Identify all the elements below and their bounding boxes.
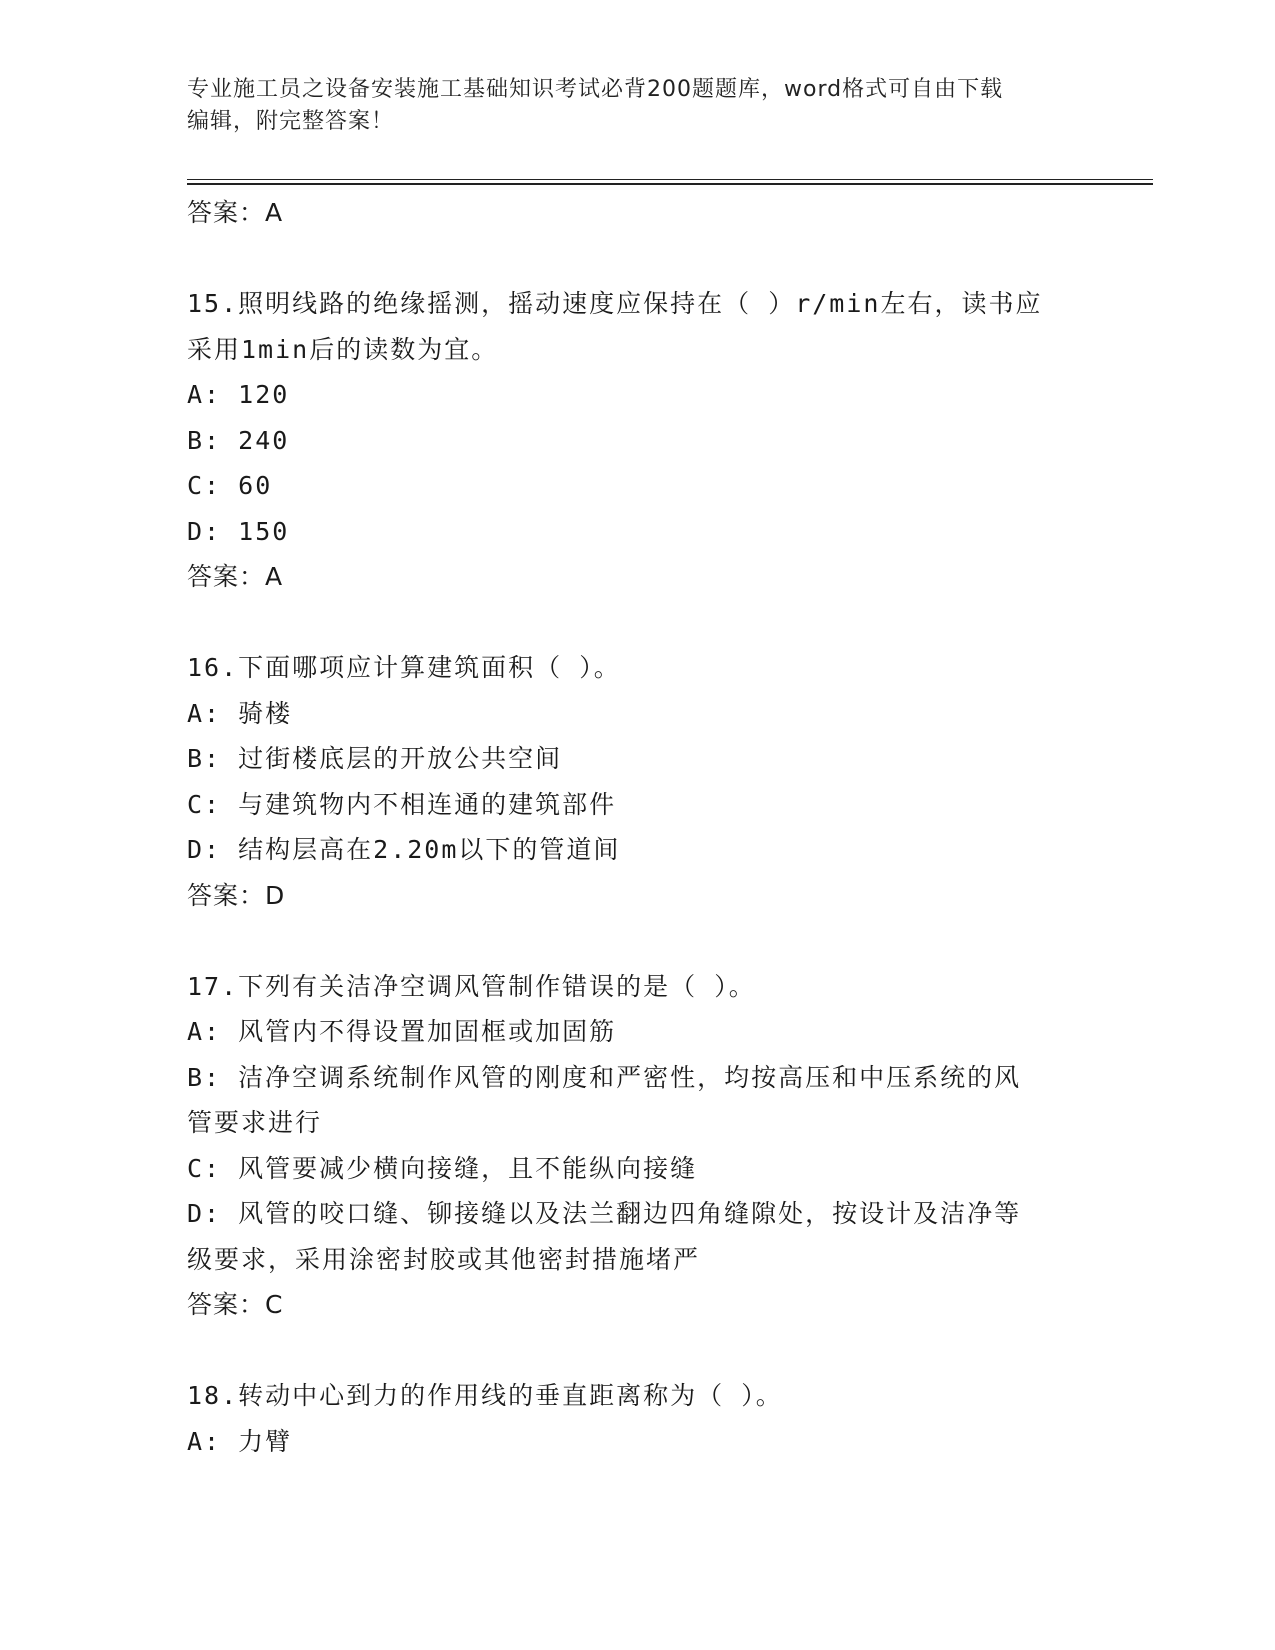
header-divider-thin xyxy=(187,179,1153,180)
spacer xyxy=(187,236,1087,282)
spacer xyxy=(187,918,1087,964)
question-17 xyxy=(187,964,1087,1328)
question-16 xyxy=(187,645,1087,918)
document-header xyxy=(187,74,1067,138)
option-d-continued: 级要求，采用涂密封胶或其他密封措施堵严 xyxy=(187,1244,701,1274)
question-15 xyxy=(187,281,1087,600)
option-d: D: 150 xyxy=(187,516,290,546)
option-b-continued: 管要求进行 xyxy=(187,1108,323,1137)
option-c: C: 60 xyxy=(187,471,273,500)
spacer xyxy=(187,600,1087,646)
option-b: B: 240 xyxy=(187,425,290,455)
question-stem: 15.照明线路的绝缘摇测，摇动速度应保持在（ ）r/min左右，读书应 xyxy=(187,289,1043,318)
question-stem: 16.下面哪项应计算建筑面积（ ）。 xyxy=(187,653,621,682)
answer-line: 答案：A xyxy=(187,562,284,591)
option-a: A: 力臂 xyxy=(187,1426,293,1456)
header-divider-thick xyxy=(187,183,1153,185)
option-d: D: 结构层高在2.20m以下的管道间 xyxy=(187,835,621,864)
spacer xyxy=(187,1328,1087,1374)
answer-line: 答案：C xyxy=(187,1290,284,1319)
option-c: C: 风管要减少横向接缝，且不能纵向接缝 xyxy=(187,1153,698,1183)
question-stem: 17.下列有关洁净空调风管制作错误的是（ ）。 xyxy=(187,971,756,1001)
question-stem-continued: 采用1min后的读数为宜。 xyxy=(187,334,499,364)
question-stem: 18.转动中心到力的作用线的垂直距离称为（ ）。 xyxy=(187,1381,783,1410)
question-list xyxy=(187,190,1087,1464)
option-a: A: 120 xyxy=(187,380,290,409)
option-a: A: 风管内不得设置加固框或加固筋 xyxy=(187,1017,617,1046)
option-b: B: 洁净空调系统制作风管的刚度和严密性，均按高压和中压系统的风 xyxy=(187,1062,1022,1092)
option-a: A: 骑楼 xyxy=(187,698,293,728)
option-b: B: 过街楼底层的开放公共空间 xyxy=(187,744,563,773)
previous-question-answer: 答案：A xyxy=(187,198,284,227)
header-title-line-2: 编辑，附完整答案！ xyxy=(187,109,395,134)
header-title-line-1: 专业施工员之设备安装施工基础知识考试必背200题题库，word格式可自由下载 xyxy=(187,77,1004,102)
option-c: C: 与建筑物内不相连通的建筑部件 xyxy=(187,789,617,819)
option-d: D: 风管的咬口缝、铆接缝以及法兰翻边四角缝隙处，按设计及洁净等 xyxy=(187,1199,1022,1228)
question-18 xyxy=(187,1373,1087,1464)
answer-line: 答案：D xyxy=(187,880,286,910)
